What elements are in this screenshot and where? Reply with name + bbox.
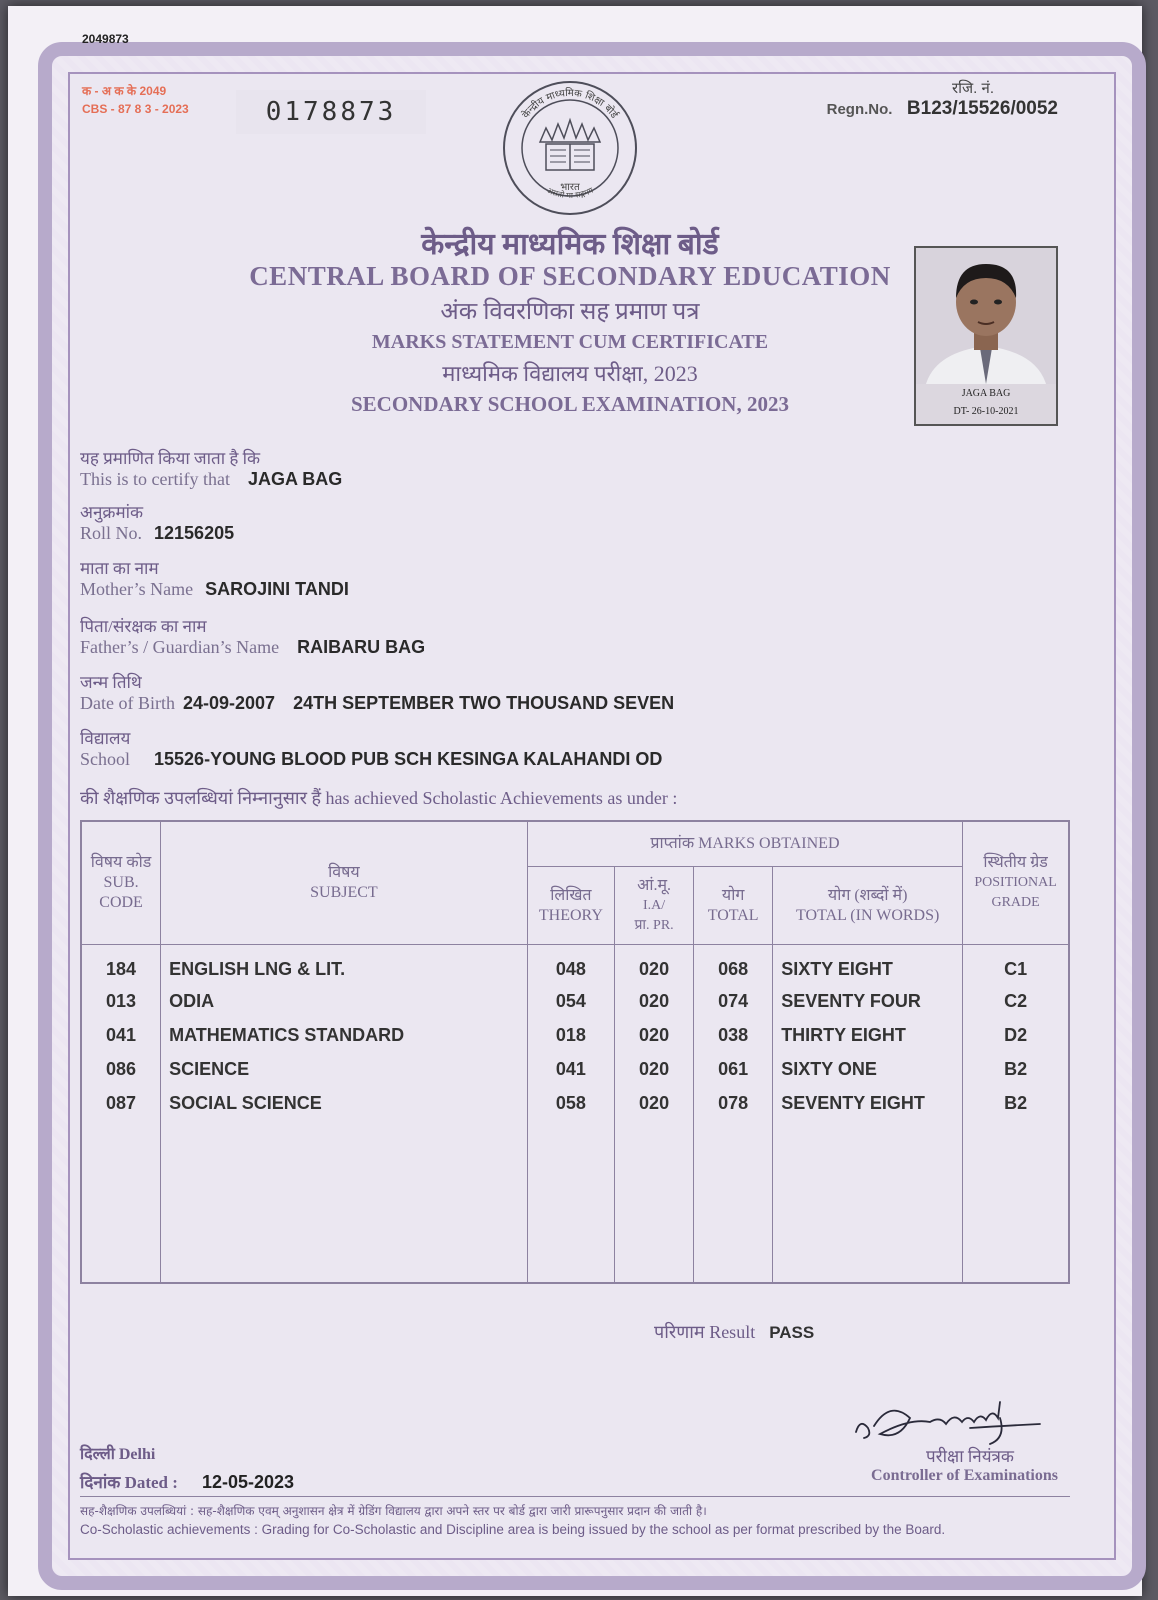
dated-label: दिनांक Dated :: [80, 1473, 178, 1492]
row-subject: ODIA: [161, 985, 528, 1019]
row-ia: 020: [615, 1087, 694, 1121]
father-label-en: Father’s / Guardian’s Name: [80, 637, 280, 657]
red-stamp-text: [82, 82, 232, 122]
row-code: 087: [81, 1087, 161, 1121]
cbse-logo-icon: [500, 78, 640, 218]
table-filler-row: [81, 1121, 1069, 1284]
dated-value: 12-05-2023: [201, 1472, 295, 1492]
header-subject: [161, 821, 528, 945]
header-words-hi: योग (शब्दों में): [827, 886, 908, 904]
header-code-en2: CODE: [99, 894, 143, 911]
row-subject: ENGLISH LNG & LIT.: [161, 945, 528, 985]
header-ia: [615, 867, 694, 945]
dob-words: 24TH SEPTEMBER TWO THOUSAND SEVEN: [293, 693, 675, 713]
achievements-line: की शैक्षणिक उपलब्धियां निम्नानुसार हैं has achieved Scholastic Achievements as under :: [80, 788, 678, 808]
school-label-en: School: [80, 749, 131, 769]
table-row: [81, 985, 1069, 1019]
row-words: SIXTY ONE: [773, 1053, 963, 1087]
header-ia-en: I.A/: [642, 897, 666, 913]
footer-divider: [80, 1496, 1070, 1497]
result-value: PASS: [769, 1323, 815, 1342]
result-block: [654, 1320, 814, 1344]
title-block: [200, 222, 940, 417]
logo-country: भारत: [560, 182, 580, 193]
table-row: [81, 1087, 1069, 1121]
header-total-en: TOTAL: [707, 906, 759, 924]
row-code: 086: [81, 1053, 161, 1087]
red-stamp-line-2: CBS - 87 8 3 - 2023: [82, 102, 189, 116]
row-ia: 020: [615, 985, 694, 1019]
exam-title-en: SECONDARY SCHOOL EXAMINATION, 2023: [351, 392, 789, 416]
header-marks-obtained: प्राप्तांक MARKS OBTAINED: [527, 821, 962, 867]
header-grade-hi: स्थितीय ग्रेड: [983, 854, 1048, 871]
student-photo: [914, 246, 1058, 426]
student-name: JAGA BAG: [247, 469, 343, 489]
father-name: RAIBARU BAG: [297, 637, 426, 657]
student-portrait-icon: [916, 248, 1056, 384]
row-grade: C2: [963, 985, 1069, 1019]
board-title-hi: केन्द्रीय माध्यमिक शिक्षा बोर्ड: [421, 228, 719, 261]
row-grade: C1: [963, 945, 1069, 985]
controller-label-hi: परीक्षा नियंत्रक: [926, 1447, 1014, 1466]
row-code: 041: [81, 1019, 161, 1053]
mother-label-hi: माता का नाम: [80, 559, 159, 578]
footer-note-en: Co-Scholastic achievements : Grading for Co-Scholastic and Discipline area is being issued by the school as per format prescribed by the Board.: [80, 1522, 946, 1537]
mother-field: [80, 556, 349, 600]
roll-label-en: Roll No.: [80, 523, 143, 543]
result-label: परिणाम Result: [654, 1322, 756, 1342]
roll-number: 12156205: [154, 523, 235, 543]
row-ia: 020: [615, 1053, 694, 1087]
header-ia-pr: प्रा. PR.: [634, 917, 674, 933]
header-subject-hi: विषय: [328, 864, 360, 881]
row-total: 068: [694, 945, 773, 985]
header-ia-hi: आं.मू.: [637, 876, 672, 894]
table-row: [81, 1053, 1069, 1087]
header-words: [773, 867, 963, 945]
row-theory: 048: [527, 945, 614, 985]
dob-label-en: Date of Birth: [80, 693, 175, 713]
certify-label-hi: यह प्रमाणित किया जाता है कि: [80, 449, 261, 468]
roll-field: [80, 500, 234, 544]
signature-icon: [850, 1388, 1050, 1448]
table-row: [81, 945, 1069, 985]
certify-label-en: This is to certify that: [80, 469, 230, 489]
row-words: SIXTY EIGHT: [773, 945, 963, 985]
header-theory-en: THEORY: [538, 906, 603, 924]
row-subject: MATHEMATICS STANDARD: [161, 1019, 528, 1053]
row-total: 038: [694, 1019, 773, 1053]
row-total: 074: [694, 985, 773, 1019]
row-words: THIRTY EIGHT: [773, 1019, 963, 1053]
row-theory: 018: [527, 1019, 614, 1053]
mother-name: SAROJINI TANDI: [205, 579, 349, 599]
dob-value: 24-09-2007: [182, 693, 276, 713]
row-ia: 020: [615, 945, 694, 985]
regn-label-en: Regn.No.: [826, 101, 893, 118]
header-code-hi: विषय कोड: [90, 854, 152, 871]
header-theory: [527, 867, 614, 945]
header-grade-en1: POSITIONAL: [974, 875, 1057, 890]
red-stamp-line-1: क - अ क के 2049: [82, 84, 167, 98]
board-title-en: CENTRAL BOARD OF SECONDARY EDUCATION: [249, 261, 891, 291]
row-total: 061: [694, 1053, 773, 1087]
header-grade-en2: GRADE: [991, 895, 1040, 910]
row-theory: 041: [527, 1053, 614, 1087]
certificate-number: 0178873: [236, 90, 426, 134]
header-total: [694, 867, 773, 945]
footer-note-hi: सह-शैक्षणिक उपलब्धियां : सह-शैक्षणिक एवम् अनुशासन क्षेत्र में ग्रेडिंग विद्यालय द्वारा अपने स्तर पर बोर्ड द्वारा जारी प्रारूपनुसार प्रदान की जाती है।: [80, 1504, 707, 1518]
header-total-hi: योग: [721, 886, 745, 904]
header-sub-code: [81, 821, 161, 945]
dated-block: [80, 1470, 294, 1493]
row-theory: 054: [527, 985, 614, 1019]
school-field: [80, 726, 662, 770]
row-grade: D2: [963, 1019, 1069, 1053]
photo-caption-date: DT- 26-10-2021: [953, 406, 1019, 417]
row-code: 184: [81, 945, 161, 985]
row-grade: B2: [963, 1087, 1069, 1121]
row-theory: 058: [527, 1087, 614, 1121]
regn-value: B123/15526/0052: [906, 98, 1058, 119]
doc-title-en: MARKS STATEMENT CUM CERTIFICATE: [371, 331, 769, 353]
registration-block: [827, 78, 1058, 120]
header-words-en: TOTAL (IN WORDS): [796, 906, 940, 924]
header-code-en1: SUB.: [103, 874, 139, 891]
row-words: SEVENTY FOUR: [773, 985, 963, 1019]
row-grade: B2: [963, 1053, 1069, 1087]
place: दिल्ली Delhi: [80, 1446, 156, 1463]
marks-table: [80, 820, 1070, 1284]
row-subject: SCIENCE: [161, 1053, 528, 1087]
row-subject: SOCIAL SCIENCE: [161, 1087, 528, 1121]
dob-field: [80, 670, 674, 714]
serial-number-top: 2049873: [82, 32, 129, 46]
logo-motto: असतो मा सद्गमय: [545, 185, 595, 201]
logo-arc-text: केन्द्रीय माध्यमिक शिक्षा बोर्ड: [520, 87, 620, 121]
roll-label-hi: अनुक्रमांक: [80, 503, 144, 522]
father-field: [80, 614, 425, 658]
controller-label-en: Controller of Examinations: [871, 1467, 1058, 1484]
school-name: 15526-YOUNG BLOOD PUB SCH KESINGA KALAHANDI OD: [154, 749, 663, 769]
school-label-hi: विद्यालय: [80, 729, 131, 748]
row-code: 013: [81, 985, 161, 1019]
header-grade: [963, 821, 1069, 945]
row-total: 078: [694, 1087, 773, 1121]
row-words: SEVENTY EIGHT: [773, 1087, 963, 1121]
header-subject-en: SUBJECT: [310, 884, 378, 901]
regn-label-hi: रजि. नं.: [952, 80, 994, 97]
header-theory-hi: लिखित: [550, 886, 592, 904]
dob-label-hi: जन्म तिथि: [80, 673, 142, 692]
doc-title-hi: अंक विवरणिका सह प्रमाण पत्र: [440, 299, 700, 325]
father-label-hi: पिता/संरक्षक का नाम: [80, 617, 207, 636]
photo-caption-name: JAGA BAG: [961, 388, 1011, 399]
exam-title-hi: माध्यमिक विद्यालय परीक्षा, 2023: [442, 361, 698, 386]
mother-label-en: Mother’s Name: [80, 579, 194, 599]
certify-field: [80, 446, 342, 490]
controller-block: [871, 1444, 1058, 1485]
row-ia: 020: [615, 1019, 694, 1053]
table-row: [81, 1019, 1069, 1053]
